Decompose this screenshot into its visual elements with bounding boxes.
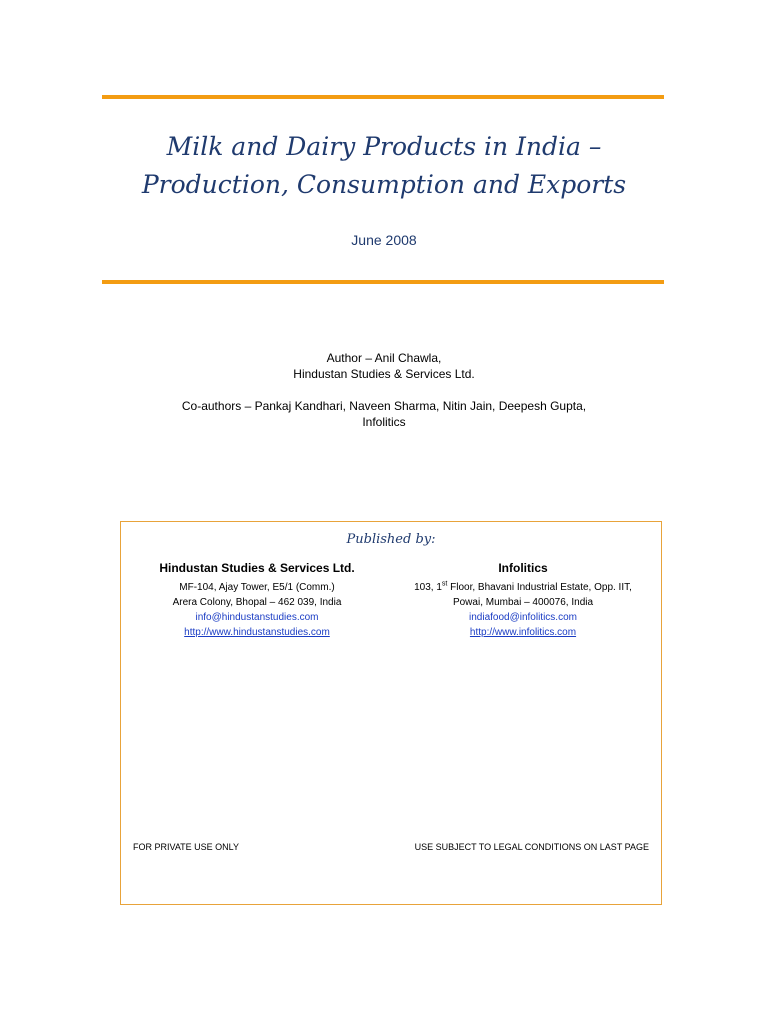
coauthors-org: Infolitics xyxy=(362,415,406,429)
publisher-name: Infolitics xyxy=(498,561,548,575)
author-org: Hindustan Studies & Services Ltd. xyxy=(293,367,475,381)
bottom-rule xyxy=(102,280,664,284)
publisher-name: Hindustan Studies & Services Ltd. xyxy=(159,561,355,575)
publisher-website-link[interactable]: http://www.hindustanstudies.com xyxy=(184,627,330,638)
publisher-box xyxy=(120,521,662,905)
publisher-email-link[interactable]: indiafood@infolitics.com xyxy=(469,612,577,623)
coauthors-line: Co-authors – Pankaj Kandhari, Naveen Sharma, Nitin Jain, Deepesh Gupta, xyxy=(181,399,587,413)
published-by-label: Published by: xyxy=(346,532,436,547)
private-use-note: FOR PRIVATE USE ONLY xyxy=(133,842,240,852)
publisher-address-line-1: 103, 1st Floor, Bhavani Industrial Estate, Opp. IIT, xyxy=(414,580,632,593)
title-line-2: Production, Consumption and Exports xyxy=(141,170,627,199)
publisher-infolitics xyxy=(387,560,659,640)
publisher-website-link[interactable]: http://www.infolitics.com xyxy=(469,627,577,638)
publisher-address-line-1: MF-104, Ajay Tower, E5/1 (Comm.) xyxy=(179,582,335,593)
publisher-address-line-2: Powai, Mumbai – 400076, India xyxy=(452,597,594,608)
publisher-email-link[interactable]: info@hindustanstudies.com xyxy=(195,612,319,623)
authors-block xyxy=(0,350,768,430)
publication-date: June 2008 xyxy=(351,232,417,248)
top-rule xyxy=(102,95,664,99)
publisher-hindustan xyxy=(121,560,393,640)
document-title xyxy=(80,128,688,204)
title-line-1: Milk and Dairy Products in India – xyxy=(166,132,602,161)
author-line: Author – Anil Chawla, xyxy=(326,351,442,365)
legal-conditions-note: USE SUBJECT TO LEGAL CONDITIONS ON LAST PAGE xyxy=(414,842,649,852)
publisher-address-line-2: Arera Colony, Bhopal – 462 039, India xyxy=(172,597,342,608)
